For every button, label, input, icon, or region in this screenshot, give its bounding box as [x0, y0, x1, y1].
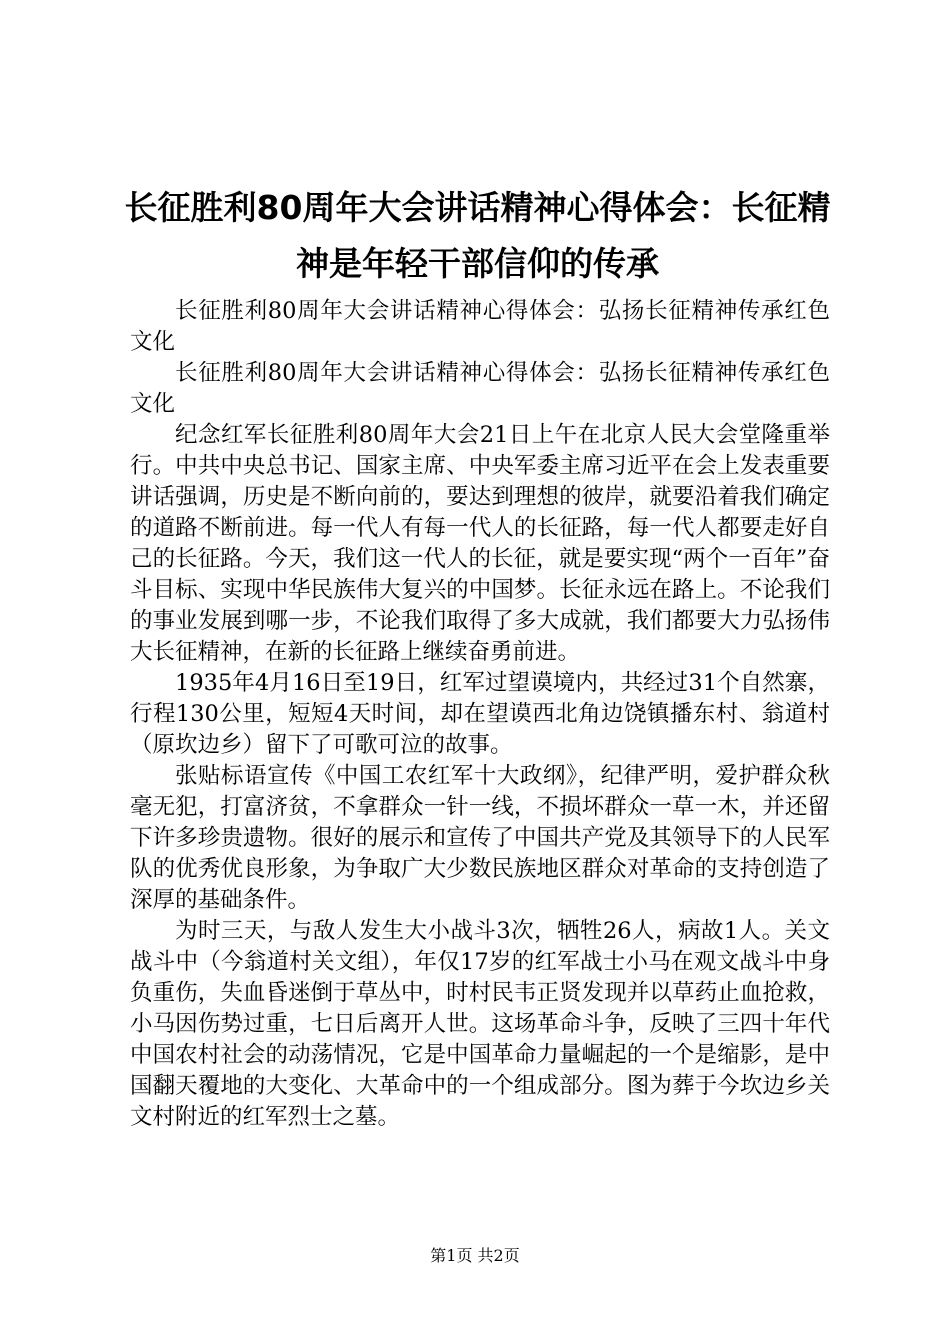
paragraph-subtitle-1: 长征胜利80周年大会讲话精神心得体会：弘扬长征精神传承红色文化	[130, 298, 830, 355]
paragraph-battles: 为时三天，与敌人发生大小战斗3次，牺牲26人，病故1人。关文战斗中（今翁道村关文组），年仅17岁的红军战士小马在观文战斗中身负重伤，失血昏迷倒于草丛中，时村民韦正贤发现并以草药止血抢救，小马因伤势过重，七日后离开人世。这场革命斗争，反映了三四十年代中国农村社会的动荡情况，它是中国革命力量崛起的一个是缩影，是中国翻天覆地的大变化、大革命中的一个组成部分。图为葬于今坎边乡关文村附近的红军烈士之墓。	[130, 918, 830, 1130]
paragraph-discipline: 张贴标语宣传《中国工农红军十大政纲》，纪律严明，爱护群众秋毫无犯，打富济贫，不拿群众一针一线，不损坏群众一草一木，并还留下许多珍贵遗物。很好的展示和宣传了中国共产党及其领导下的人民军队的优秀优良形象，为争取广大少数民族地区群众对革命的支持创造了深厚的基础条件。	[130, 763, 830, 913]
document-body	[130, 296, 830, 1133]
paragraph-commemoration: 纪念红军长征胜利80周年大会21日上午在北京人民大会堂隆重举行。中共中央总书记、国家主席、中央军委主席习近平在会上发表重要讲话强调，历史是不断向前的，要达到理想的彼岸，就要沿着我们确定的道路不断前进。每一代人有每一代人的长征路，每一代人都要走好自己的长征路。今天，我们这一代人的长征，就是要实现“两个一百年”奋斗目标、实现中华民族伟大复兴的中国梦。长征永远在路上。不论我们的事业发展到哪一步，不论我们取得了多大成就，我们都要大力弘扬伟大长征精神，在新的长征路上继续奋勇前进。	[130, 422, 830, 665]
page-footer: 第1页 共2页	[430, 1246, 520, 1265]
document-title: 长征胜利80周年大会讲话精神心得体会：长征精神是年轻干部信仰的传承	[124, 188, 831, 283]
paragraph-route: 1935年4月16日至19日，红军过望谟境内，共经过31个自然寨，行程130公里，短短4天时间，却在望谟西北角边饶镇播东村、翁道村（原坎边乡）留下了可歌可泣的故事。	[130, 670, 830, 758]
paragraph-subtitle-2: 长征胜利80周年大会讲话精神心得体会：弘扬长征精神传承红色文化	[130, 360, 830, 417]
